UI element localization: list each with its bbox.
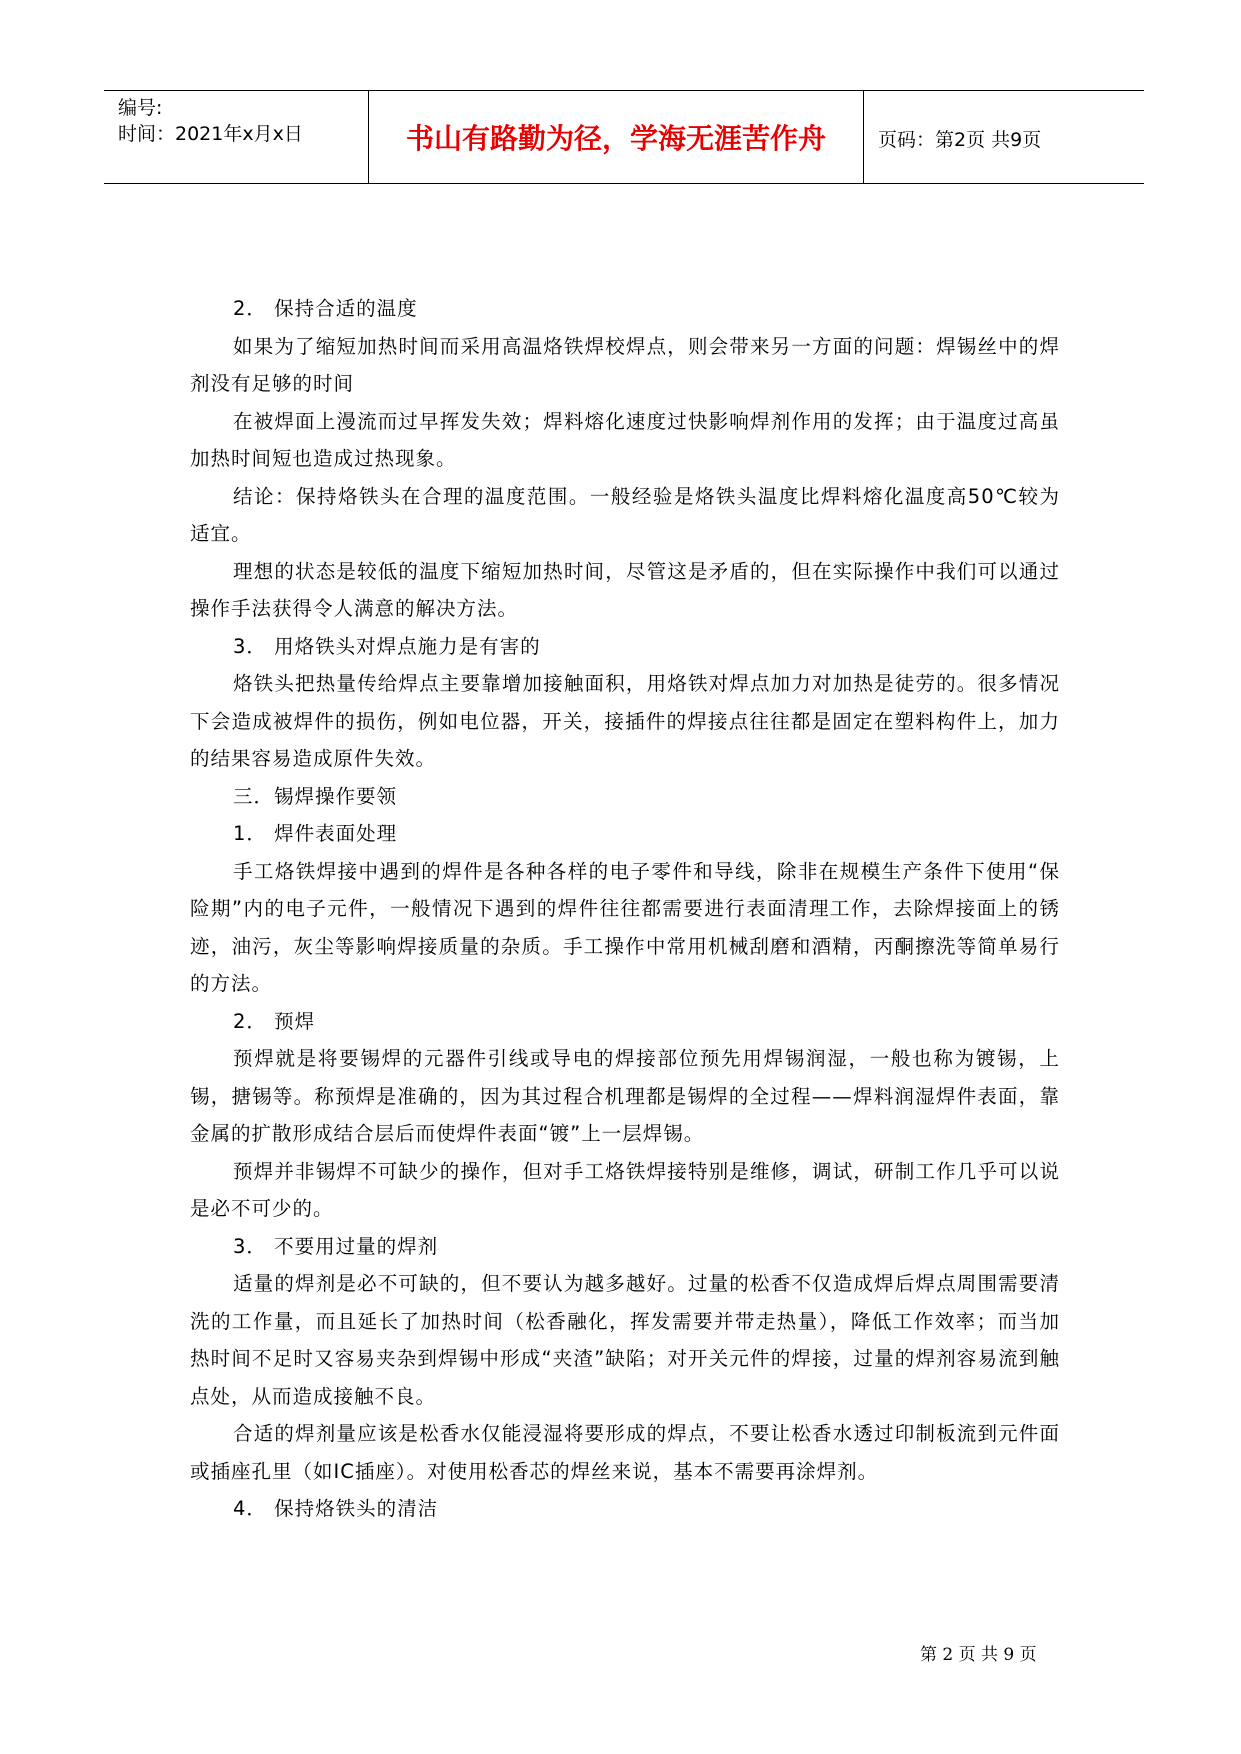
header-middle-cell — [369, 91, 864, 183]
section-heading: 2． 保持合适的温度 — [233, 297, 418, 320]
paragraph: 结论：保持烙铁头在合理的温度范围。一般经验是烙铁头温度比焊料熔化温度高50℃较为适宜。 — [190, 484, 1060, 545]
header-right-cell — [864, 91, 1144, 183]
section-heading: 1． 焊件表面处理 — [233, 822, 398, 845]
chapter-heading: 三．锡焊操作要领 — [233, 784, 398, 808]
paragraph: 合适的焊剂量应该是松香水仅能浸湿将要形成的焊点，不要让松香水透过印制板流到元件面或插座孔里（如IC插座）。对使用松香芯的焊丝来说，基本不需要再涂焊剂。 — [190, 1422, 1060, 1483]
paragraph: 手工烙铁焊接中遇到的焊件是各种各样的电子零件和导线，除非在规模生产条件下使用“保险期”内的电子元件，一般情况下遇到的焊件往往都需要进行表面清理工作，去除焊接面上的锈迹，油污，灰尘等影响焊接质量的杂质。手工操作中常用机械刮磨和酒精，丙酮擦洗等简单易行的方法。 — [190, 859, 1060, 995]
paragraph: 在被焊面上漫流而过早挥发失效；焊料熔化速度过快影响焊剂作用的发挥；由于温度过高虽加热时间短也造成过热现象。 — [190, 409, 1060, 470]
section-heading: 3． 用烙铁头对焊点施力是有害的 — [233, 634, 541, 658]
paragraph: 理想的状态是较低的温度下缩短加热时间，尽管这是矛盾的，但在实际操作中我们可以通过操作手法获得令人满意的解决方法。 — [190, 559, 1060, 620]
page-header — [104, 90, 1144, 184]
paragraph: 预焊并非锡焊不可缺少的操作，但对手工烙铁焊接特别是维修，调试，研制工作几乎可以说是必不可少的。 — [190, 1159, 1060, 1220]
paragraph: 适量的焊剂是必不可缺的，但不要认为越多越好。过量的松香不仅造成焊后焊点周围需要清洗的工作量，而且延长了加热时间（松香融化，挥发需要并带走热量），降低工作效率；而当加热时间不足时又容易夹杂到焊锡中形成“夹渣”缺陷；对开关元件的焊接，过量的焊剂容易流到触点处，从而造成接触不良。 — [190, 1272, 1060, 1408]
section-heading: 3． 不要用过量的焊剂 — [233, 1234, 439, 1258]
header-left-cell — [104, 91, 369, 183]
paragraph: 如果为了缩短加热时间而采用高温烙铁焊校焊点，则会带来另一方面的问题：焊锡丝中的焊剂没有足够的时间 — [190, 334, 1060, 395]
paragraph: 预焊就是将要锡焊的元器件引线或导电的焊接部位预先用焊锡润湿，一般也称为镀锡，上锡，搪锡等。称预焊是准确的，因为其过程合机理都是锡焊的全过程——焊料润湿焊件表面，靠金属的扩散形成结合层后而使焊件表面“镀”上一层焊锡。 — [190, 1047, 1060, 1145]
header-page-info: 页码：第2页 共9页 — [878, 129, 1042, 151]
paragraph: 烙铁头把热量传给焊点主要靠增加接触面积，用烙铁对焊点加力对加热是徒劳的。很多情况下会造成被焊件的损伤，例如电位器，开关，接插件的焊接点往往都是固定在塑料构件上，加力的结果容易造成原件失效。 — [190, 672, 1060, 770]
document-number-label: 编号: — [118, 97, 163, 119]
document-body — [190, 290, 1060, 1528]
header-motto: 书山有路勤为径，学海无涯苦作舟 — [405, 122, 826, 155]
page-footer: 第 2 页 共 9 页 — [920, 1645, 1037, 1665]
section-heading: 2． 预焊 — [233, 1009, 316, 1033]
document-time-label: 时间：2021年x月x日 — [118, 123, 303, 145]
section-heading: 4． 保持烙铁头的清洁 — [233, 1497, 439, 1520]
